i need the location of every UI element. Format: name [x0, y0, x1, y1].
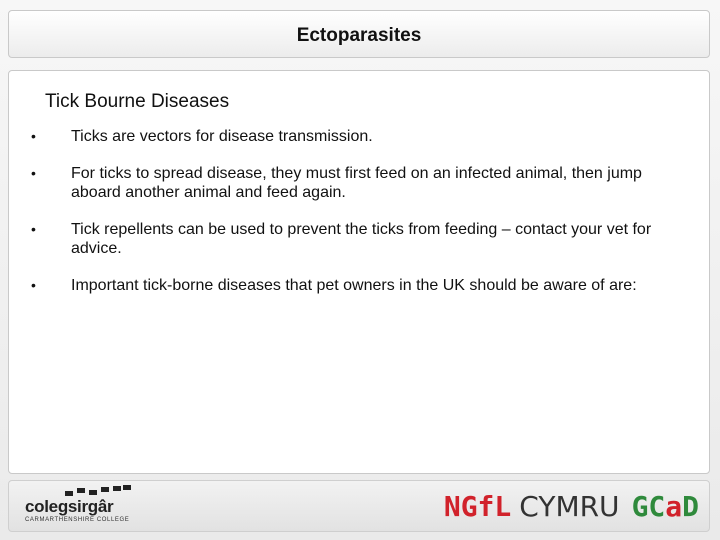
bullet-icon: •: [31, 128, 36, 144]
bullet-text: Important tick-borne diseases that pet owners in the UK should be aware of are:: [71, 277, 637, 294]
gcad-logo-prefix: GC: [631, 490, 666, 523]
title-bar: [8, 10, 710, 58]
content-panel: [8, 70, 710, 474]
partner-logos: [444, 491, 699, 523]
slide-subtitle: Tick Bourne Diseases: [45, 91, 230, 112]
bullet-list: [9, 127, 709, 313]
bullet-text: Ticks are vectors for disease transmission.: [71, 128, 373, 145]
bullet-item: [9, 127, 709, 146]
bullet-icon: •: [31, 277, 36, 293]
bullet-icon: •: [31, 165, 36, 181]
ngfl-logo: NGfL: [443, 490, 512, 523]
bullet-text: For ticks to spread disease, they must first feed on an infected animal, then jump aboard another animal and feed again.: [71, 165, 642, 201]
college-logo: [25, 485, 145, 527]
gcad-logo-a: a: [665, 490, 683, 523]
bullet-item: [9, 164, 709, 202]
gcad-logo: [632, 490, 699, 523]
gcad-logo-suffix: D: [682, 490, 699, 523]
bullet-item: [9, 220, 709, 258]
cymru-logo: CYMRU: [519, 490, 620, 523]
bullet-item: [9, 276, 709, 295]
slide-title: Ectoparasites: [296, 25, 422, 46]
footer-bar: [8, 480, 710, 532]
bullet-text: Tick repellents can be used to prevent the ticks from feeding – contact your vet for advice.: [71, 221, 652, 257]
bullet-icon: •: [31, 221, 36, 237]
college-logo-text: colegsirgâr: [25, 497, 114, 516]
college-logo-subtext: CARMARTHENSHIRE COLLEGE: [25, 517, 130, 523]
